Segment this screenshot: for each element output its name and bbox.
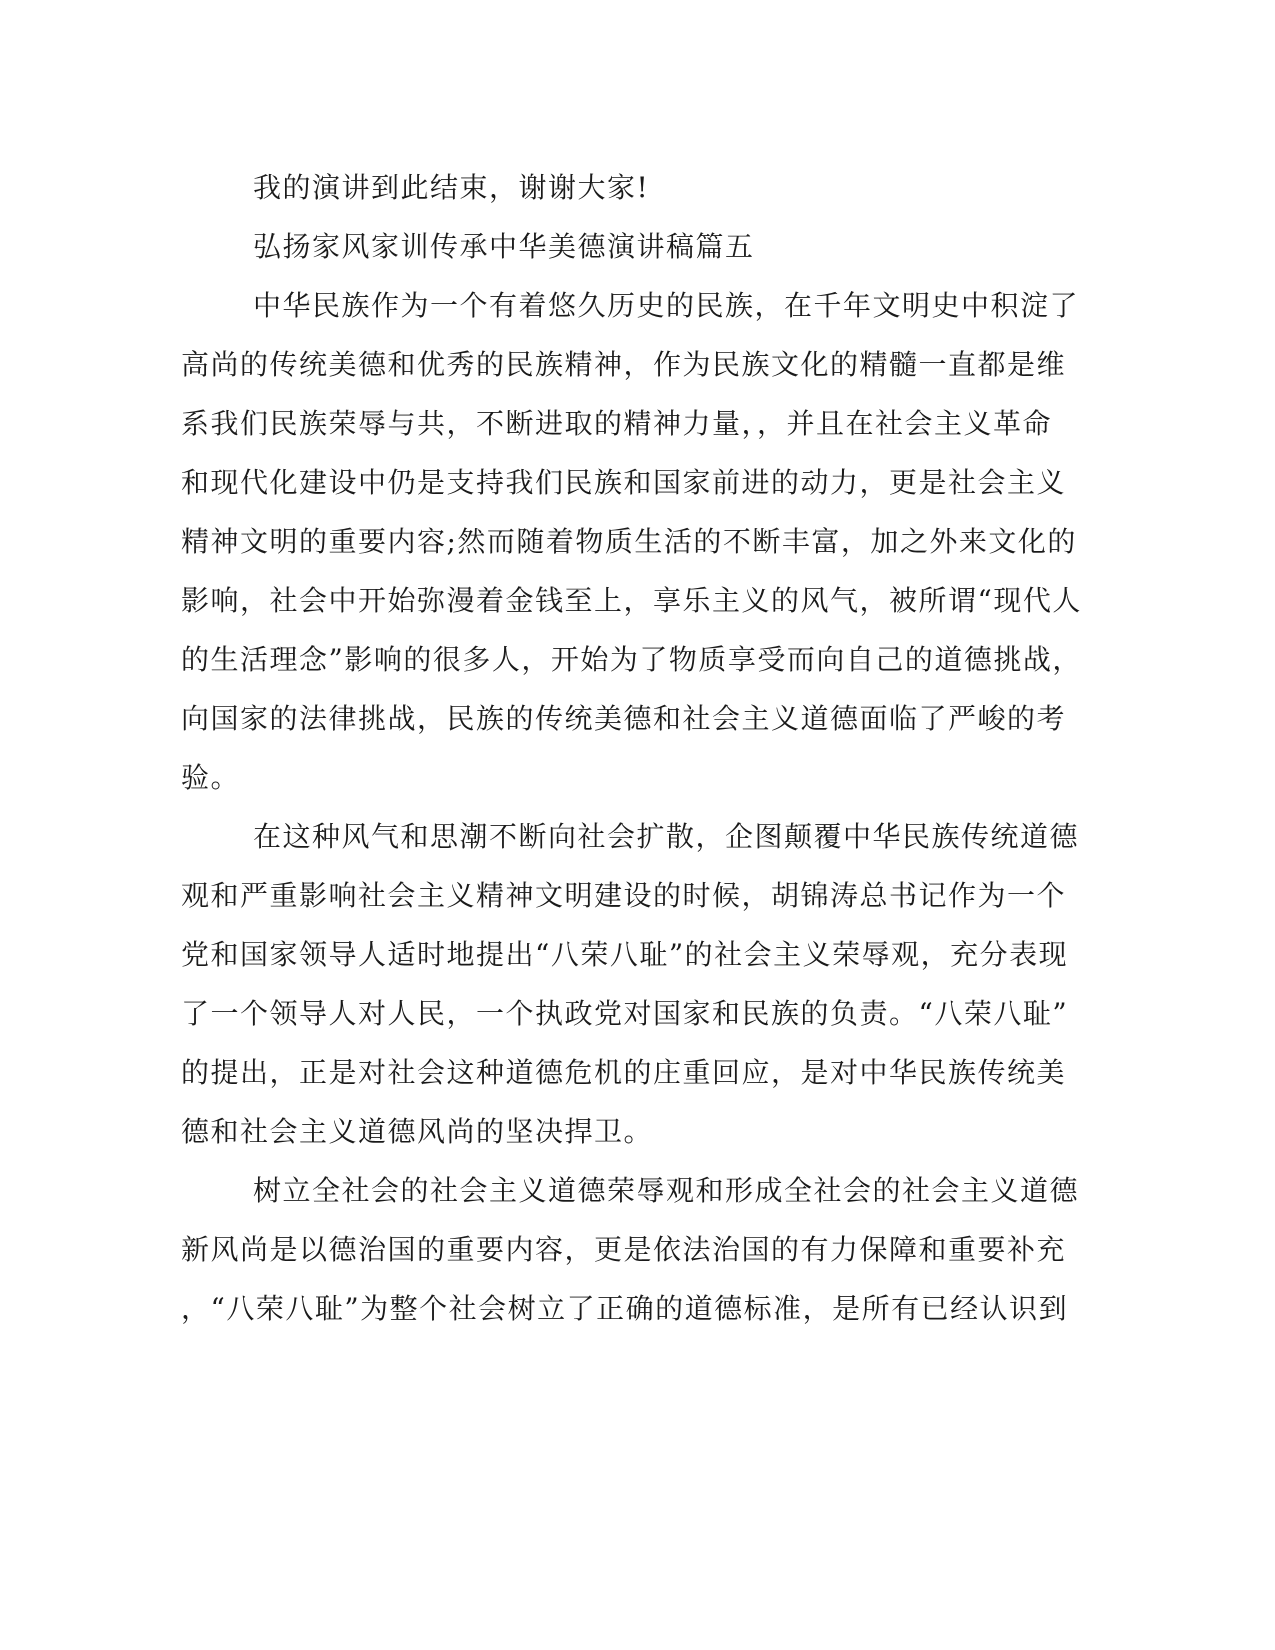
paragraph-line: 在这种风气和思潮不断向社会扩散，企图颠覆中华民族传统道德 (253, 820, 1080, 853)
paragraph-line: 验。 (181, 761, 241, 794)
paragraph-line: 向国家的法律挑战，民族的传统美德和社会主义道德面临了严峻的考 (181, 702, 1067, 735)
paragraph-line: 和现代化建设中仍是支持我们民族和国家前进的动力，更是社会主义 (181, 466, 1067, 499)
paragraph-3 (181, 1161, 1080, 1338)
paragraph-1 (181, 276, 1082, 807)
paragraph-line: 的生活理念”影响的很多人，开始为了物质享受而向自己的道德挑战， (181, 643, 1082, 676)
document-body (181, 158, 1082, 1338)
paragraph-line: 影响，社会中开始弥漫着金钱至上，享乐主义的风气，被所谓“现代人 (181, 584, 1082, 617)
paragraph-2 (181, 807, 1080, 1161)
paragraph-line: 中华民族作为一个有着悠久历史的民族，在千年文明史中积淀了 (253, 289, 1080, 322)
paragraph-line: 精神文明的重要内容;然而随着物质生活的不断丰富，加之外来文化的 (181, 525, 1077, 558)
paragraph-line: 了一个领导人对人民，一个执政党对国家和民族的负责。“八荣八耻” (181, 997, 1069, 1030)
paragraph-line: 党和国家领导人适时地提出“八荣八耻”的社会主义荣辱观，充分表现 (181, 938, 1069, 971)
paragraph-line: 的提出，正是对社会这种道德危机的庄重回应，是对中华民族传统美 (181, 1056, 1067, 1089)
paragraph-line: 高尚的传统美德和优秀的民族精神，作为民族文化的精髓一直都是维 (181, 348, 1067, 381)
paragraph-line: 新风尚是以德治国的重要内容，更是依法治国的有力保障和重要补充 (181, 1233, 1067, 1266)
paragraph-line: 树立全社会的社会主义道德荣辱观和形成全社会的社会主义道德 (253, 1174, 1080, 1207)
closing-line: 我的演讲到此结束，谢谢大家! (253, 171, 650, 204)
paragraph-line: ，“八荣八耻”为整个社会树立了正确的道德标准，是所有已经认识到 (181, 1292, 1069, 1325)
paragraph-line: 观和严重影响社会主义精神文明建设的时候，胡锦涛总书记作为一个 (181, 879, 1067, 912)
paragraph-line: 德和社会主义道德风尚的坚决捍卫。 (181, 1115, 654, 1148)
paragraph-line: 系我们民族荣辱与共，不断进取的精神力量，，并且在社会主义革命 (181, 407, 1053, 440)
section-title: 弘扬家风家训传承中华美德演讲稿篇五 (253, 230, 755, 263)
